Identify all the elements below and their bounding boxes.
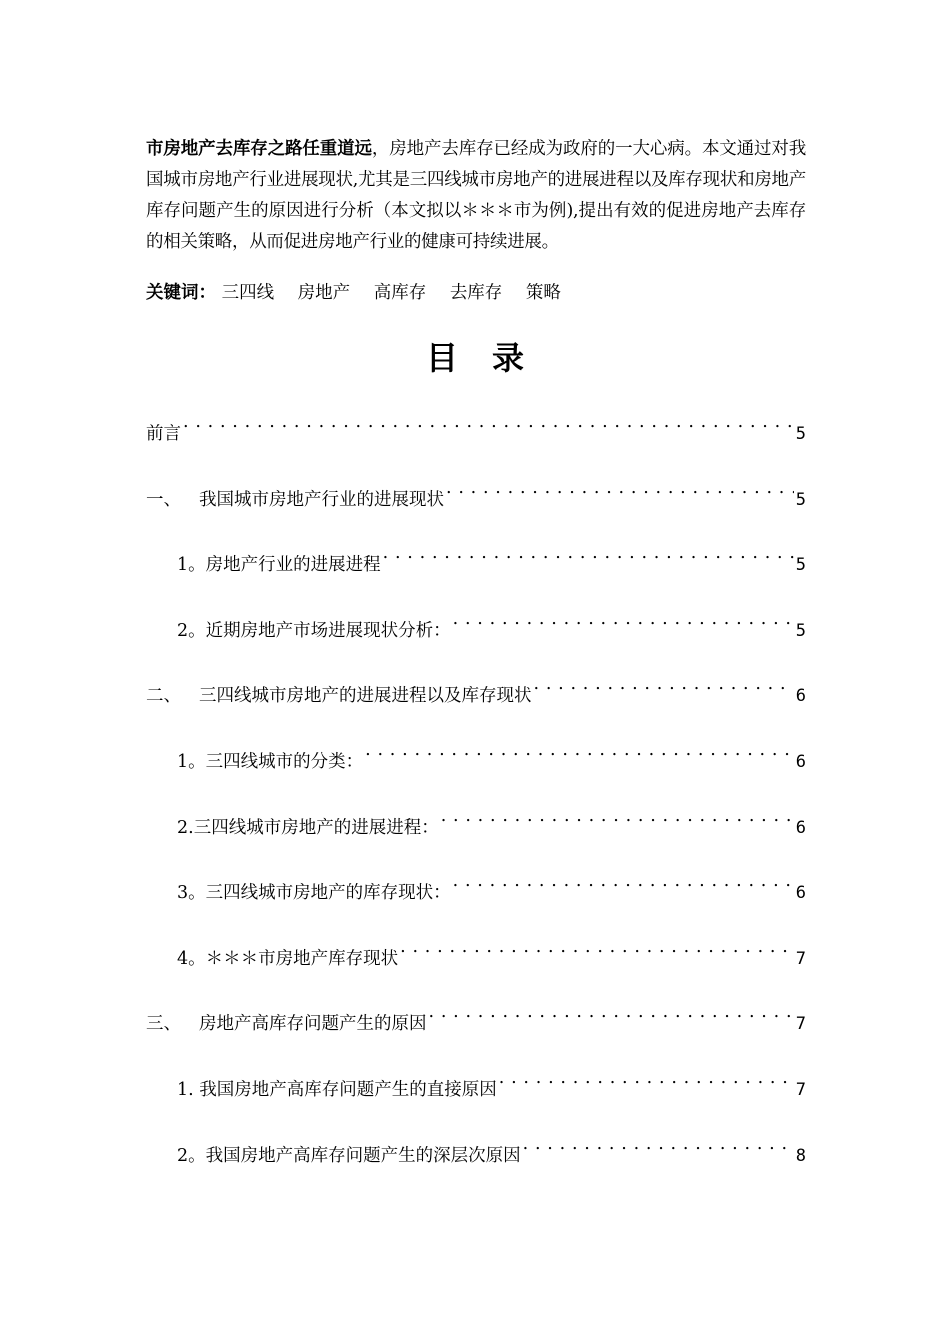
keyword: 去库存: [449, 283, 503, 303]
keyword: 房地产: [297, 283, 351, 303]
keyword: 策略: [525, 283, 561, 303]
toc-entry-label: 前言: [146, 424, 181, 444]
toc-leader-dots: [446, 471, 794, 505]
toc-leader-dots: [441, 799, 794, 833]
abstract-paragraph: [146, 134, 806, 258]
toc-page-number: 7: [795, 948, 806, 969]
toc-page-number: 5: [795, 620, 806, 641]
toc-chapter-number: 三、: [146, 1014, 181, 1035]
abstract-body: ，房地产去库存已经成为政府的一大心病。本文通过对我国城市房地产行业进展现状,尤其是三四线城市房地产的进展进程以及库存现状和房地产库存问题产生的原因进行分析（本文拟以＊＊＊市为例),提出有效的促进房地产去库存的相关策略，从而促进房地产行业的健康可持续进展。: [146, 139, 807, 252]
table-of-contents: [146, 405, 806, 1192]
toc-entry-chapter-1[interactable]: [146, 471, 806, 537]
toc-title: 目录: [425, 339, 558, 377]
toc-entry-label: 1。房地产行业的进展进程: [177, 555, 381, 576]
toc-entry-label: 3。三四线城市房地产的库存现状：: [177, 883, 451, 904]
toc-entry-chapter-2[interactable]: [146, 667, 806, 733]
toc-entry-1-2[interactable]: [146, 602, 806, 668]
toc-entry-label: 1. 我国房地产高库存问题产生的直接原因: [177, 1079, 497, 1100]
toc-page-number: 7: [795, 1014, 806, 1035]
toc-leader-dots: [183, 405, 794, 439]
toc-entry-label: 房地产高库存问题产生的原因: [199, 1014, 427, 1035]
toc-leader-dots: [400, 930, 794, 964]
toc-page-number: 8: [795, 1145, 806, 1166]
toc-leader-dots: [453, 602, 794, 636]
keywords-label: 关键词：: [146, 283, 216, 303]
toc-page-number: 6: [795, 751, 806, 772]
toc-leader-dots: [383, 536, 794, 570]
toc-entry-label: 2。近期房地产市场进展现状分析：: [177, 620, 451, 641]
toc-entry-2-3[interactable]: [146, 864, 806, 930]
toc-entry-3-2[interactable]: [146, 1127, 806, 1193]
toc-chapter-number: 一、: [146, 489, 181, 510]
toc-page-number: 5: [795, 489, 806, 510]
toc-entry-2-2[interactable]: [146, 799, 806, 865]
toc-page-number: 6: [795, 883, 806, 904]
toc-leader-dots: [499, 1061, 794, 1095]
toc-entry-2-1[interactable]: [146, 733, 806, 799]
toc-entry-3-1[interactable]: [146, 1061, 806, 1127]
toc-leader-dots: [429, 995, 794, 1029]
toc-entry-2-4[interactable]: [146, 930, 806, 996]
toc-page-number: 6: [795, 686, 806, 707]
toc-leader-dots: [453, 864, 794, 898]
toc-leader-dots: [523, 1127, 794, 1161]
toc-entry-label: 三四线城市房地产的进展进程以及库存现状: [199, 686, 532, 707]
toc-entry-label: 我国城市房地产行业的进展现状: [199, 489, 444, 510]
toc-entry-preface[interactable]: [146, 405, 806, 471]
toc-entry-label: 2.三四线城市房地产的进展进程：: [177, 817, 439, 838]
toc-entry-label: 1。三四线城市的分类：: [177, 751, 364, 772]
toc-entry-label: 2。我国房地产高库存问题产生的深层次原因: [177, 1145, 521, 1166]
keyword: 高库存: [373, 283, 427, 303]
keyword: 三四线: [221, 283, 275, 303]
toc-chapter-number: 二、: [146, 686, 181, 707]
toc-page-number: 5: [795, 424, 806, 444]
toc-leader-dots: [534, 667, 794, 701]
toc-entry-1-1[interactable]: [146, 536, 806, 602]
toc-entry-label: 4。＊＊＊市房地产库存现状: [177, 948, 399, 969]
toc-page-number: 6: [795, 817, 806, 838]
keywords-line: [146, 279, 579, 307]
toc-page-number: 7: [795, 1079, 806, 1100]
toc-leader-dots: [365, 733, 794, 767]
toc-page-number: 5: [795, 555, 806, 576]
abstract-lead-sentence: 市房地产去库存之路任重道远: [146, 139, 372, 159]
toc-entry-chapter-3[interactable]: [146, 995, 806, 1061]
